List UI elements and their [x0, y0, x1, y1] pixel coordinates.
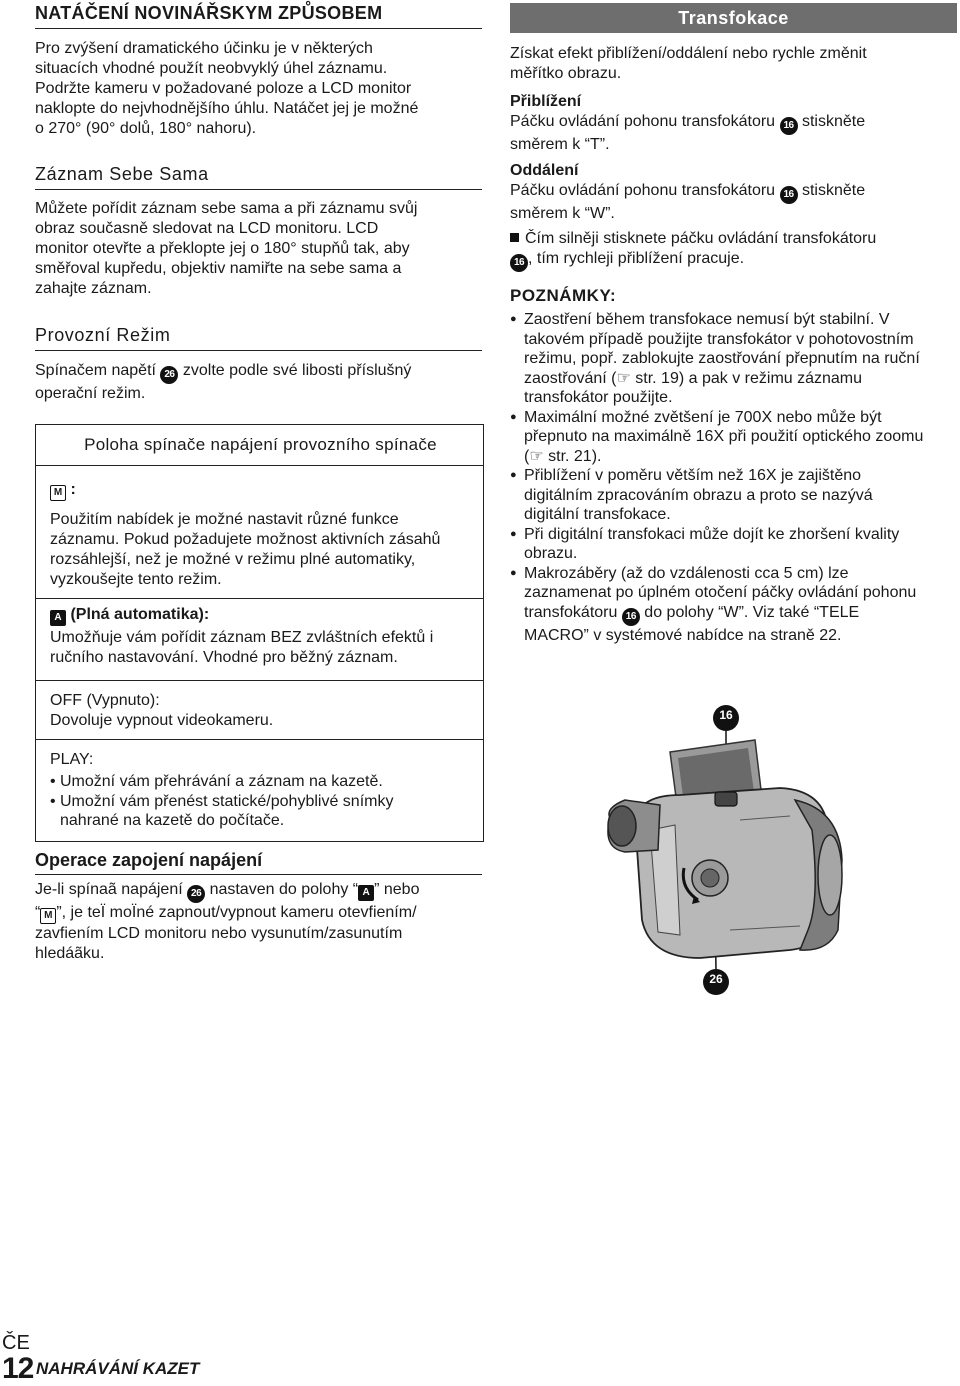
section-rule	[35, 874, 482, 875]
zoom-speed-note	[510, 229, 957, 272]
text-line: zahajte záznam.	[35, 280, 152, 297]
list-item: ● Zaostření během transfokace nemusí být stabilní. V takovém případě použijte transfokátor v pohotovostním režimu, popř. zablokujte zaostřování přepnutím na ruční zaostřování (☞ str. 19) a pak v režimu záznamu transfokátor použijte.	[510, 310, 960, 408]
table-header-text: Poloha spínače napájení provozního spínače	[84, 435, 437, 454]
list-item: • Umožní vám přenést statické/pohyblivé snímky	[50, 792, 471, 812]
callout-26-label: 26	[709, 972, 723, 986]
intro-line: Pro zvýšení dramatického účinku je v některých	[35, 40, 373, 57]
text-line: ručního nastavování. Vhodné pro běžný záznam.	[50, 649, 398, 666]
zoom-in-heading: Přiblížení	[510, 93, 582, 110]
square-bullet-icon	[510, 233, 519, 242]
text-line: Získat efekt přiblížení/oddálení nebo rychle změnit	[510, 45, 867, 62]
auto-mode-icon: A	[358, 885, 374, 901]
list-item: ● Při digitální transfokaci může dojít ke zhoršení kvality obrazu.	[510, 525, 960, 564]
callout-16-icon: 16	[622, 608, 640, 626]
text-line: “ M ”, je teÏ moÏné zapnout/vypnout kameru otevfiením/	[35, 903, 485, 924]
power-operation-heading: Operace zapojení napájení	[35, 850, 263, 870]
manual-mode-icon: M	[50, 485, 66, 501]
table-row-off	[36, 681, 483, 740]
text-line: směrem k “W”.	[510, 205, 615, 222]
section-footer-title: NAHRÁVÁNÍ KAZET	[36, 1359, 200, 1378]
text-line: záznamu. Pokud požadujete možnost aktivních zásahů	[50, 531, 441, 548]
transfokace-title-bar	[510, 3, 957, 33]
section-rule	[35, 350, 482, 351]
text-line: Páčku ovládání pohonu transfokátoru 16 stiskněte	[510, 112, 957, 135]
list-item: • Umožní vám přehrávání a záznam na kazetě.	[50, 772, 471, 792]
list-item: ● Přiblížení v poměru větším než 16X je zajištěno digitálním zpracováním obrazu a proto se nazývá digitální transfokace.	[510, 466, 960, 525]
text-line: směřoval kupředu, objektiv namiřte na sebe sama a	[35, 260, 402, 277]
text-line: Použitím nabídek je možné nastavit různé funkce	[50, 511, 399, 528]
main-heading: NATÁČENÍ NOVINÁŘSKYM ZPŮSOBEM	[35, 3, 383, 23]
text-line: měřítko obrazu.	[510, 65, 622, 82]
table-row-auto: A (Plná automatika): Umožňuje vám pořídit záznam BEZ zvláštních efektů i ručního nastavování. Vhodné pro běžný záznam.	[36, 599, 483, 681]
callout-26-icon: 26	[187, 885, 205, 903]
language-code: ČE	[2, 1332, 30, 1354]
power-switch-table	[35, 424, 484, 842]
zoom-in-block	[510, 92, 957, 155]
text-line: směrem k “T”.	[510, 136, 610, 153]
page-number: 12	[2, 1352, 34, 1385]
table-row-play	[36, 740, 483, 841]
callout-16-icon: 16	[780, 117, 798, 135]
zoom-out-block	[510, 161, 957, 224]
intro-line: Podržte kameru v požadované poloze a LCD monitor	[35, 80, 412, 97]
operation-mode-heading: Provozní Režim	[35, 325, 171, 345]
text-line: Umožňuje vám pořídit záznam BEZ zvláštních efektů i	[50, 629, 434, 646]
text-line: Čím silněji stisknete páčku ovládání transfokátoru	[510, 229, 957, 249]
section-title: Transfokace	[678, 8, 789, 28]
auto-mode-icon: A	[50, 610, 66, 626]
callout-16-icon: 16	[510, 254, 528, 272]
self-record-heading: Záznam Sebe Sama	[35, 164, 209, 184]
text-line: 16 , tím rychleji přiblížení pracuje.	[510, 249, 957, 272]
camcorder-drawing	[580, 700, 940, 1000]
text-line: hledáãku.	[35, 945, 105, 962]
callout-16-icon: 16	[780, 186, 798, 204]
text-line: Páčku ovládání pohonu transfokátoru 16 stiskněte	[510, 181, 957, 204]
notes-heading: POZNÁMKY:	[510, 286, 617, 305]
text-line: zavfiením LCD monitoru nebo vysunutím/zasunutím	[35, 925, 403, 942]
manual-mode-icon: M	[40, 908, 56, 924]
text-line: Dovoluje vypnout videokameru.	[50, 712, 274, 729]
intro-paragraph	[35, 39, 485, 139]
intro-line: naklopte do nejvhodnějšího úhlu. Natáčet jej je možné	[35, 100, 419, 117]
text-line: operační režim.	[35, 385, 146, 402]
power-operation-paragraph	[35, 880, 485, 964]
intro-line: situacích vhodné použít neobvyklý úhel záznamu.	[35, 60, 388, 77]
intro-line: o 270° (90° dolů, 180° nahoru).	[35, 120, 257, 137]
camcorder-illustration	[580, 700, 940, 1000]
off-title: OFF (Vypnuto):	[50, 692, 160, 709]
text-line: monitor otevřte a překlopte jej o 180° stupňů tak, aby	[35, 240, 410, 257]
text-line: rozsáhlejší, než je možné v režimu plné automatiky,	[50, 551, 416, 568]
heading-rule	[35, 28, 482, 29]
zoom-intro	[510, 44, 957, 84]
notes-list	[510, 310, 960, 645]
self-record-paragraph	[35, 199, 485, 299]
text-line: nahrané na kazetě do počítače.	[60, 812, 285, 829]
list-item: ● Makrozáběry (až do vzdálenosti cca 5 cm) lze zaznamenat po úplném otočení páčky ovládání pohonu transfokátoru 16 do polohy “W”. Viz také “TELE MACRO” v systémové nabídce na straně 22.	[510, 564, 960, 646]
callout-26-icon: 26	[160, 366, 178, 384]
text-line: obraz současně sledovat na LCD monitoru. LCD	[35, 220, 379, 237]
zoom-out-heading: Oddálení	[510, 162, 579, 179]
table-header	[36, 425, 483, 466]
list-item: ● Maximální možné zvětšení je 700X nebo může být přepnuto na maximálně 16X při použití optického zoomu (☞ str. 21).	[510, 408, 960, 467]
play-title: PLAY:	[50, 751, 94, 768]
callout-16-label: 16	[719, 708, 733, 722]
text-line: Je-li spínaã napájení 26 nastaven do polohy “ A ” nebo	[35, 880, 485, 903]
operation-mode-paragraph	[35, 361, 485, 404]
text-line: Můžete pořídit záznam sebe sama a při záznamu svůj	[35, 200, 418, 217]
text-line: vyzkoušejte tento režim.	[50, 571, 222, 588]
table-row-manual: M : Použitím nabídek je možné nastavit různé funkce záznamu. Pokud požadujete možnost aktivních zásahů rozsáhlejší, než je možné v režimu plné automatiky, vyzkoušejte tento režim.	[36, 466, 483, 599]
section-rule	[35, 189, 482, 190]
text-line: Spínačem napětí 26 zvolte podle své libosti příslušný	[35, 361, 485, 384]
